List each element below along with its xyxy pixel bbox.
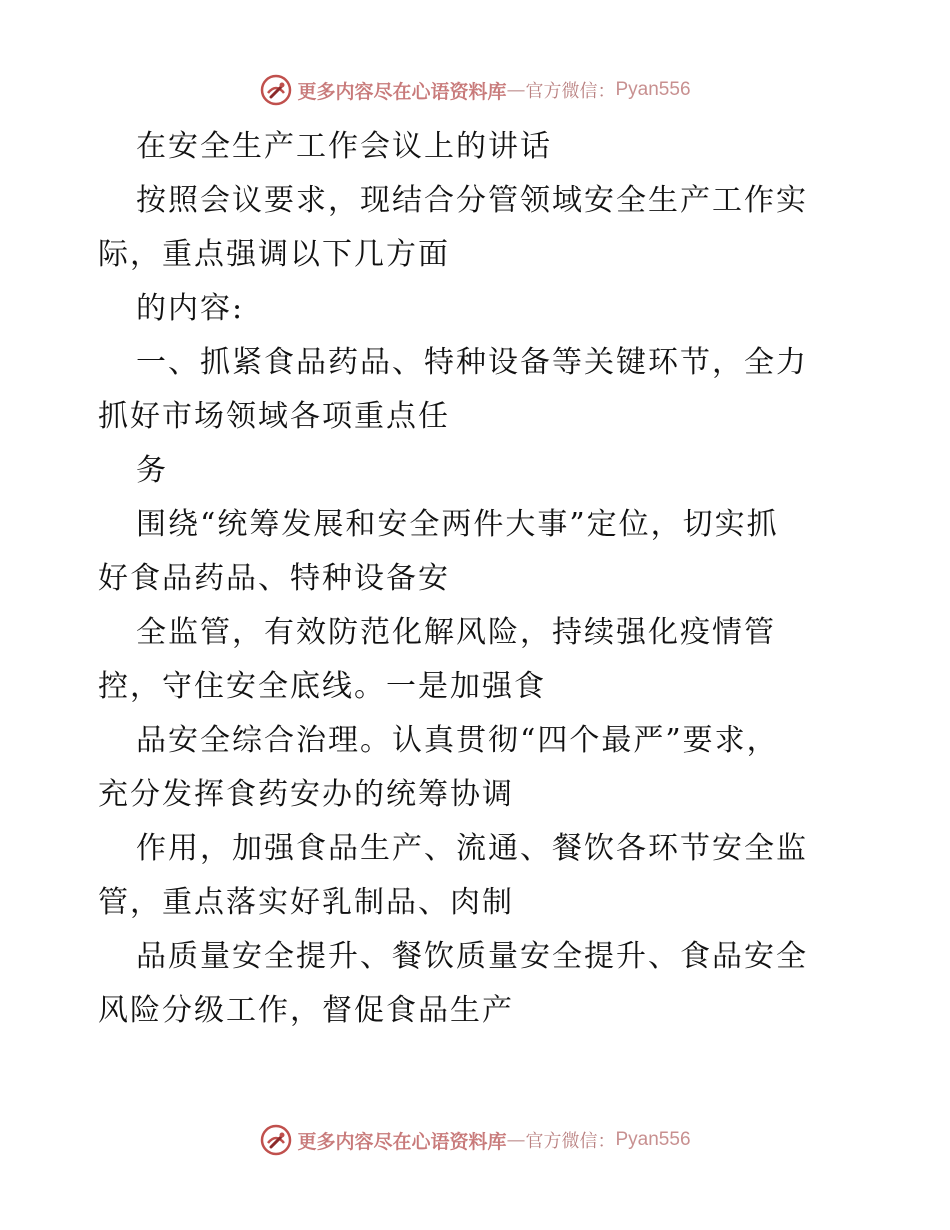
banner-title: 更多内容尽在心语资料库 [297,80,507,103]
banner-title: 更多内容尽在心语资料库 [297,1130,507,1153]
section-heading: 一、抓紧食品药品、特种设备等关键环节，全力 [136,345,808,380]
text-line: 充分发挥食药安办的统筹协调 [98,777,514,812]
banner-separator: — [506,79,526,101]
book-logo-icon [259,1123,293,1157]
section-heading: 抓好市场领域各项重点任 [98,399,450,434]
banner-wechat-id: Pyan556 [615,1129,691,1150]
text-line: 好食品药品、特种设备安 [98,561,450,596]
text-line: 管，重点落实好乳制品、肉制 [98,885,514,920]
document-body [98,120,858,1038]
section-heading: 务 [136,453,168,488]
banner-separator: — [506,1129,526,1151]
banner-official-label: 官方微信： [525,1131,616,1152]
banner-wechat-id: Pyan556 [615,79,691,100]
book-logo-icon [259,73,293,107]
text-line: 作用，加强食品生产、流通、餐饮各环节安全监 [136,831,808,866]
text-line: 全监管，有效防范化解风险，持续强化疫情管 [136,615,776,650]
header-watermark-banner [0,70,950,110]
text-line: 风险分级工作，督促食品生产 [98,993,514,1028]
footer-watermark-banner [0,1120,950,1160]
text-line: 际，重点强调以下几方面 [98,237,450,272]
text-line: 围绕“统筹发展和安全两件大事”定位，切实抓 [136,507,779,542]
document-title: 在安全生产工作会议上的讲话 [136,129,552,164]
text-line: 品质量安全提升、餐饮质量安全提升、食品安全 [136,939,808,974]
banner-official-label: 官方微信： [525,81,616,102]
text-line: 的内容: [136,291,245,326]
text-line: 控，守住安全底线。一是加强食 [98,669,546,704]
text-line: 按照会议要求，现结合分管领域安全生产工作实 [136,183,808,218]
text-line: 品安全综合治理。认真贯彻“四个最严”要求， [136,723,779,758]
